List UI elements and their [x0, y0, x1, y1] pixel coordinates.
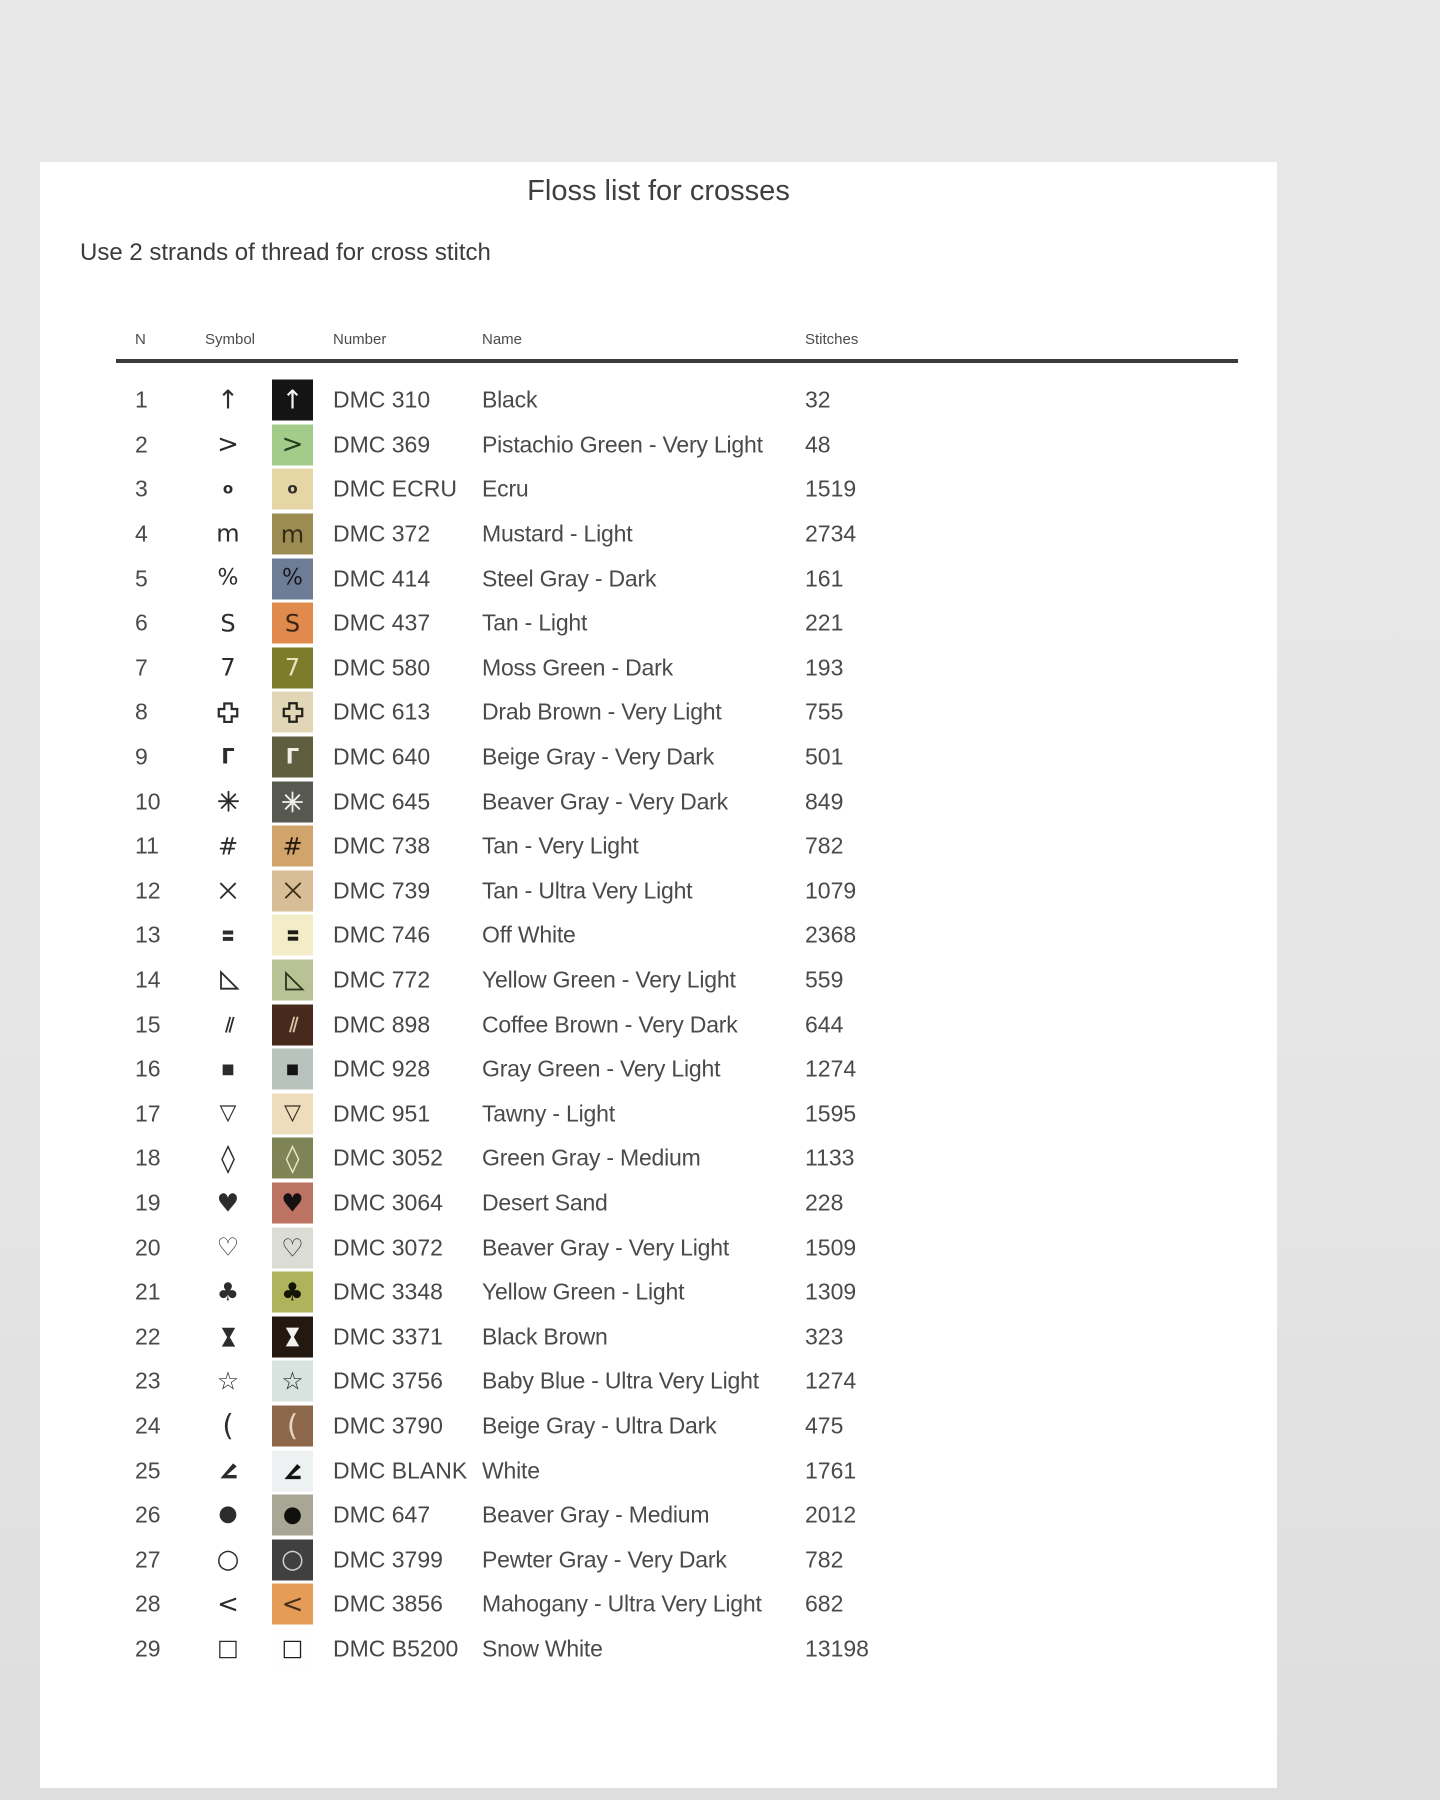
dmc-number: DMC 951	[333, 1100, 431, 1127]
floss-color-chip	[272, 647, 313, 688]
floss-color-name: Black	[482, 386, 538, 413]
floss-table-row	[40, 869, 1277, 914]
stitch-symbol-icon	[205, 958, 251, 1003]
floss-table-row	[40, 690, 1277, 735]
stitch-symbol-on-chip-icon: ♣	[281, 1277, 304, 1307]
floss-color-name: Pistachio Green - Very Light	[482, 431, 763, 458]
dmc-number: DMC BLANK	[333, 1456, 468, 1483]
stitch-symbol-icon: >	[217, 429, 239, 460]
dmc-number: DMC 746	[333, 921, 431, 948]
floss-color-chip	[272, 1361, 313, 1402]
dmc-number: DMC 580	[333, 654, 431, 681]
dmc-number: DMC 613	[333, 698, 431, 725]
stitch-count: 782	[805, 1546, 844, 1573]
row-number: 22	[135, 1323, 161, 1350]
floss-color-chip	[272, 1584, 313, 1625]
floss-table-row	[40, 1270, 1277, 1315]
floss-table-row	[40, 1493, 1277, 1538]
dmc-number: DMC B5200	[333, 1635, 459, 1662]
dmc-number: DMC 310	[333, 386, 431, 413]
row-number: 15	[135, 1010, 161, 1037]
stitch-symbol-on-chip-icon: ◊	[285, 1141, 300, 1175]
stitch-symbol-icon: o	[222, 479, 234, 498]
floss-color-chip	[272, 1495, 313, 1536]
stitch-symbol-icon	[205, 690, 251, 735]
stitch-count: 1133	[805, 1144, 855, 1171]
floss-color-name: Beige Gray - Ultra Dark	[482, 1412, 717, 1439]
stitch-count: 1519	[805, 475, 857, 502]
stitch-symbol-icon: (	[222, 1408, 234, 1443]
stitch-symbol-on-chip-icon: Γ	[285, 744, 300, 769]
stitch-count: 32	[805, 386, 831, 413]
dmc-number: DMC 3371	[333, 1323, 443, 1350]
row-number: 27	[135, 1546, 161, 1573]
dmc-number: DMC 3348	[333, 1278, 443, 1305]
row-number: 14	[135, 966, 161, 993]
column-header-stitches: Stitches	[805, 331, 859, 348]
floss-color-chip	[272, 1227, 313, 1268]
dmc-number: DMC 3799	[333, 1546, 443, 1573]
row-number: 20	[135, 1233, 161, 1260]
stitch-symbol-on-chip-icon: ♥	[281, 1188, 304, 1218]
floss-color-name: Gray Green - Very Light	[482, 1055, 721, 1082]
stitch-symbol-on-chip-icon: ●	[282, 1502, 303, 1528]
floss-table-row	[40, 1136, 1277, 1181]
floss-table-row	[40, 1092, 1277, 1137]
floss-table-row	[40, 1002, 1277, 1047]
floss-table-row	[40, 735, 1277, 780]
stitch-count: 1595	[805, 1100, 857, 1127]
stitch-symbol-on-chip-icon: m	[280, 520, 305, 549]
dmc-number: DMC 3756	[333, 1367, 443, 1394]
stitch-symbol-on-chip-icon: ■	[285, 1061, 300, 1078]
stitch-symbol-on-chip-icon: #	[282, 832, 303, 861]
row-number: 21	[135, 1278, 161, 1305]
floss-color-name: Beige Gray - Very Dark	[482, 743, 715, 770]
dmc-number: DMC 3052	[333, 1144, 443, 1171]
dmc-number: DMC 645	[333, 787, 431, 814]
floss-color-name: Snow White	[482, 1635, 603, 1662]
floss-color-name: Tan - Very Light	[482, 832, 639, 859]
dmc-number: DMC 640	[333, 743, 431, 770]
stitch-symbol-icon	[205, 1002, 251, 1047]
stitch-symbol-on-chip-icon: S	[284, 609, 301, 638]
floss-color-name: Pewter Gray - Very Dark	[482, 1546, 727, 1573]
floss-table-row	[40, 824, 1277, 869]
row-number: 28	[135, 1590, 161, 1617]
floss-table-row	[40, 1359, 1277, 1404]
floss-color-name: Moss Green - Dark	[482, 654, 673, 681]
row-number: 17	[135, 1100, 161, 1127]
floss-color-chip	[272, 1539, 313, 1580]
stitch-symbol-on-chip-icon	[272, 870, 313, 911]
floss-color-name: Drab Brown - Very Light	[482, 698, 722, 725]
floss-color-chip	[272, 603, 313, 644]
dmc-number: DMC 437	[333, 609, 431, 636]
row-number: 13	[135, 921, 161, 948]
floss-color-chip	[272, 1049, 313, 1090]
floss-color-name: Yellow Green - Very Light	[482, 966, 736, 993]
stitch-symbol-icon: ↑	[217, 385, 239, 416]
floss-table-row	[40, 1627, 1277, 1672]
floss-table-row	[40, 1047, 1277, 1092]
floss-color-chip	[272, 469, 313, 510]
floss-color-chip	[272, 915, 313, 956]
floss-color-name: Beaver Gray - Very Light	[482, 1233, 730, 1260]
stitch-symbol-on-chip-icon: ↑	[281, 385, 304, 416]
stitch-count: 782	[805, 832, 844, 859]
stitch-symbol-on-chip-icon	[272, 1316, 313, 1357]
stitch-count: 1509	[805, 1233, 857, 1260]
floss-table-row	[40, 556, 1277, 601]
floss-table-row	[40, 378, 1277, 423]
floss-color-chip	[272, 692, 313, 733]
floss-table-row	[40, 423, 1277, 468]
floss-table-row	[40, 1537, 1277, 1582]
floss-table-row	[40, 1181, 1277, 1226]
dmc-number: DMC 3064	[333, 1189, 443, 1216]
floss-color-chip	[272, 737, 313, 778]
row-number: 4	[135, 520, 148, 547]
floss-color-chip	[272, 870, 313, 911]
floss-color-chip	[272, 781, 313, 822]
stitch-symbol-icon: Γ	[221, 744, 235, 769]
stitch-symbol-icon: ■	[221, 1061, 235, 1078]
dmc-number: DMC 928	[333, 1055, 431, 1082]
floss-table-body	[40, 378, 1277, 1671]
stitch-symbol-on-chip-icon: ☆	[281, 1366, 304, 1396]
floss-table-row	[40, 779, 1277, 824]
floss-table-row	[40, 1448, 1277, 1493]
floss-color-name: Yellow Green - Light	[482, 1278, 685, 1305]
stitch-count: 1079	[805, 877, 857, 904]
floss-color-chip	[272, 1405, 313, 1446]
row-number: 3	[135, 475, 148, 502]
stitch-symbol-icon: ●	[218, 1502, 238, 1528]
stitch-count: 501	[805, 743, 844, 770]
dmc-number: DMC 898	[333, 1010, 431, 1037]
row-number: 2	[135, 431, 148, 458]
floss-color-name: Tan - Ultra Very Light	[482, 877, 693, 904]
row-number: 1	[135, 386, 148, 413]
stitch-count: 1309	[805, 1278, 857, 1305]
stitch-count: 755	[805, 698, 844, 725]
stitch-symbol-on-chip-icon: ♡	[281, 1233, 304, 1263]
row-number: 24	[135, 1412, 161, 1439]
stitch-symbol-on-chip-icon: %	[282, 565, 303, 591]
floss-color-chip	[272, 380, 313, 421]
row-number: 9	[135, 743, 148, 770]
stitch-symbol-on-chip-icon: ▽	[284, 1100, 301, 1126]
stitch-symbol-on-chip-icon	[272, 1450, 313, 1491]
stitch-symbol-icon: □	[217, 1635, 239, 1662]
floss-color-name: Mustard - Light	[482, 520, 633, 547]
row-number: 8	[135, 698, 148, 725]
stitch-count: 644	[805, 1010, 844, 1037]
row-number: 5	[135, 565, 148, 592]
row-number: 16	[135, 1055, 161, 1082]
stitch-count: 559	[805, 966, 844, 993]
stitch-symbol-on-chip-icon: 7	[284, 653, 301, 682]
floss-color-name: Ecru	[482, 475, 529, 502]
column-header-n: N	[135, 331, 146, 348]
stitch-symbol-on-chip-icon: <	[281, 1589, 304, 1620]
row-number: 26	[135, 1501, 161, 1528]
floss-color-name: Beaver Gray - Very Dark	[482, 787, 728, 814]
strands-note: Use 2 strands of thread for cross stitch	[80, 239, 491, 266]
row-number: 19	[135, 1189, 161, 1216]
stitch-count: 2012	[805, 1501, 857, 1528]
floss-color-chip	[272, 558, 313, 599]
stitch-symbol-icon: ♣	[216, 1277, 240, 1307]
floss-table-row	[40, 1582, 1277, 1627]
stitch-symbol-icon: m	[216, 520, 240, 549]
stitch-symbol-on-chip-icon: ○	[281, 1544, 304, 1575]
stitch-symbol-icon: #	[217, 832, 239, 861]
column-header-name: Name	[482, 331, 523, 348]
stitch-symbol-icon: ♡	[216, 1233, 240, 1263]
stitch-count: 475	[805, 1412, 844, 1439]
floss-table-row	[40, 467, 1277, 512]
floss-table-row	[40, 512, 1277, 557]
floss-table-row	[40, 646, 1277, 691]
stitch-symbol-on-chip-icon: >	[281, 429, 304, 460]
column-header-symbol: Symbol	[205, 331, 256, 348]
row-number: 29	[135, 1635, 161, 1662]
dmc-number: DMC 372	[333, 520, 431, 547]
stitch-count: 228	[805, 1189, 844, 1216]
stitch-count: 1274	[805, 1055, 857, 1082]
stitch-symbol-icon	[205, 1448, 251, 1493]
row-number: 10	[135, 787, 161, 814]
floss-table-row	[40, 1225, 1277, 1270]
column-header-number: Number	[333, 331, 387, 348]
floss-color-name: Baby Blue - Ultra Very Light	[482, 1367, 759, 1394]
floss-color-name: Off White	[482, 921, 576, 948]
stitch-symbol-icon	[205, 913, 251, 958]
floss-color-chip	[272, 1004, 313, 1045]
dmc-number: DMC 738	[333, 832, 431, 859]
stitch-symbol-icon: ○	[216, 1544, 240, 1575]
stitch-count: 13198	[805, 1635, 869, 1662]
row-number: 7	[135, 654, 148, 681]
floss-color-chip	[272, 960, 313, 1001]
stitch-symbol-on-chip-icon	[272, 781, 313, 822]
stitch-symbol-icon: 7	[220, 653, 236, 682]
stitch-count: 1274	[805, 1367, 857, 1394]
stitch-symbol-icon: S	[220, 609, 236, 638]
floss-color-name: Steel Gray - Dark	[482, 565, 657, 592]
row-number: 18	[135, 1144, 161, 1171]
floss-color-name: Tawny - Light	[482, 1100, 615, 1127]
stitch-symbol-on-chip-icon	[272, 960, 313, 1001]
floss-color-chip	[272, 1138, 313, 1179]
floss-color-chip	[272, 1182, 313, 1223]
floss-color-chip	[272, 1272, 313, 1313]
floss-color-chip	[272, 1628, 313, 1669]
floss-table-row	[40, 913, 1277, 958]
floss-color-name: Desert Sand	[482, 1189, 608, 1216]
dmc-number: DMC 414	[333, 565, 431, 592]
stitch-count: 161	[805, 565, 844, 592]
stitch-count: 323	[805, 1323, 844, 1350]
stitch-symbol-on-chip-icon: (	[286, 1408, 299, 1443]
floss-color-name: Mahogany - Ultra Very Light	[482, 1590, 762, 1617]
floss-color-chip	[272, 1093, 313, 1134]
dmc-number: DMC 3790	[333, 1412, 443, 1439]
stitch-count: 221	[805, 609, 844, 636]
floss-list-page	[40, 162, 1277, 1788]
floss-table-row	[40, 601, 1277, 646]
row-number: 11	[135, 832, 159, 859]
floss-color-chip	[272, 1450, 313, 1491]
stitch-count: 2734	[805, 520, 857, 547]
stitch-symbol-icon: %	[217, 565, 239, 591]
row-number: 6	[135, 609, 148, 636]
dmc-number: DMC 647	[333, 1501, 431, 1528]
stitch-count: 682	[805, 1590, 844, 1617]
floss-color-name: Green Gray - Medium	[482, 1144, 701, 1171]
stitch-symbol-on-chip-icon	[272, 915, 313, 956]
dmc-number: DMC 369	[333, 431, 431, 458]
stitch-count: 193	[805, 654, 844, 681]
stitch-count: 849	[805, 787, 844, 814]
row-number: 25	[135, 1456, 161, 1483]
stitch-symbol-icon: ◊	[221, 1141, 235, 1175]
stitch-count: 2368	[805, 921, 857, 948]
stitch-count: 1761	[805, 1456, 857, 1483]
page-title: Floss list for crosses	[527, 175, 790, 207]
row-number: 23	[135, 1367, 161, 1394]
floss-color-chip	[272, 514, 313, 555]
stitch-symbol-on-chip-icon	[272, 692, 313, 733]
floss-color-name: Beaver Gray - Medium	[482, 1501, 710, 1528]
stitch-count: 48	[805, 431, 831, 458]
header-rule	[116, 359, 1238, 363]
stitch-symbol-icon: ☆	[216, 1366, 240, 1396]
stitch-symbol-on-chip-icon	[272, 1004, 313, 1045]
stitch-symbol-on-chip-icon: o	[287, 479, 298, 498]
floss-color-chip	[272, 826, 313, 867]
stitch-symbol-icon	[205, 1314, 251, 1359]
stitch-symbol-icon: ▽	[219, 1100, 237, 1126]
stitch-symbol-icon	[205, 869, 251, 914]
stitch-symbol-on-chip-icon: □	[281, 1635, 304, 1662]
dmc-number: DMC 739	[333, 877, 431, 904]
stitch-symbol-icon	[205, 779, 251, 824]
dmc-number: DMC ECRU	[333, 475, 457, 502]
row-number: 12	[135, 877, 161, 904]
floss-color-name: White	[482, 1456, 540, 1483]
floss-table-row	[40, 1404, 1277, 1449]
stitch-symbol-icon: ♥	[216, 1188, 240, 1218]
floss-table-row	[40, 958, 1277, 1003]
floss-table-row	[40, 1314, 1277, 1359]
floss-color-chip	[272, 424, 313, 465]
floss-color-name: Coffee Brown - Very Dark	[482, 1010, 738, 1037]
floss-color-chip	[272, 1316, 313, 1357]
dmc-number: DMC 3856	[333, 1590, 443, 1617]
dmc-number: DMC 772	[333, 966, 431, 993]
floss-color-name: Black Brown	[482, 1323, 608, 1350]
stitch-symbol-icon: <	[217, 1589, 239, 1620]
dmc-number: DMC 3072	[333, 1233, 443, 1260]
floss-color-name: Tan - Light	[482, 609, 588, 636]
